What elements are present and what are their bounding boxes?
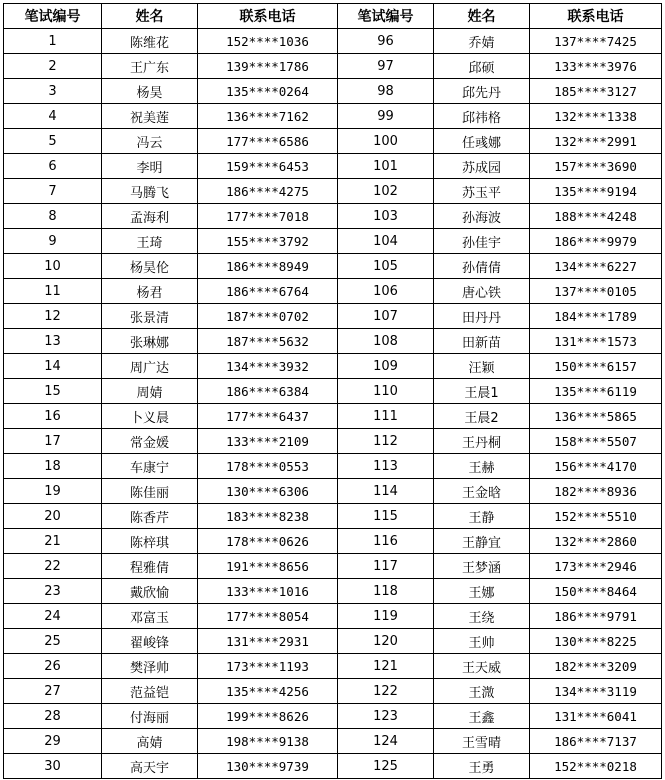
name-cell: 王帅 [434, 629, 530, 654]
name-cell: 汪颖 [434, 354, 530, 379]
phone-cell: 137****0105 [530, 279, 662, 304]
name-cell: 任彧娜 [434, 129, 530, 154]
exam-number-cell: 9 [4, 229, 102, 254]
name-cell: 王娜 [434, 579, 530, 604]
phone-cell: 152****0218 [530, 754, 662, 779]
phone-cell: 198****9138 [198, 729, 338, 754]
name-cell: 周广达 [102, 354, 198, 379]
name-cell: 杨君 [102, 279, 198, 304]
exam-number-cell: 99 [338, 104, 434, 129]
exam-number-cell: 117 [338, 554, 434, 579]
header-phone: 联系电话 [198, 4, 338, 29]
phone-cell: 178****0553 [198, 454, 338, 479]
table-body [4, 29, 662, 779]
phone-cell: 158****5507 [530, 429, 662, 454]
exam-number-cell: 114 [338, 479, 434, 504]
exam-number-cell: 115 [338, 504, 434, 529]
table-row [4, 279, 662, 304]
exam-number-cell: 113 [338, 454, 434, 479]
phone-cell: 137****7425 [530, 29, 662, 54]
exam-number-cell: 108 [338, 329, 434, 354]
phone-cell: 136****7162 [198, 104, 338, 129]
exam-number-cell: 96 [338, 29, 434, 54]
phone-cell: 177****6437 [198, 404, 338, 429]
phone-cell: 152****5510 [530, 504, 662, 529]
table-row [4, 304, 662, 329]
exam-number-cell: 122 [338, 679, 434, 704]
table-row [4, 729, 662, 754]
phone-cell: 187****5632 [198, 329, 338, 354]
exam-number-cell: 16 [4, 404, 102, 429]
exam-number-cell: 7 [4, 179, 102, 204]
table-row [4, 129, 662, 154]
phone-cell: 177****8054 [198, 604, 338, 629]
phone-cell: 133****1016 [198, 579, 338, 604]
exam-number-cell: 103 [338, 204, 434, 229]
phone-cell: 152****1036 [198, 29, 338, 54]
table-row [4, 604, 662, 629]
name-cell: 陈维花 [102, 29, 198, 54]
header-row [4, 4, 662, 29]
phone-cell: 191****8656 [198, 554, 338, 579]
table-row [4, 404, 662, 429]
phone-cell: 150****8464 [530, 579, 662, 604]
name-cell: 祝美莲 [102, 104, 198, 129]
name-cell: 王丹桐 [434, 429, 530, 454]
phone-cell: 134****3119 [530, 679, 662, 704]
exam-number-cell: 6 [4, 154, 102, 179]
phone-cell: 177****7018 [198, 204, 338, 229]
exam-number-cell: 1 [4, 29, 102, 54]
exam-number-cell: 13 [4, 329, 102, 354]
name-cell: 孟海利 [102, 204, 198, 229]
phone-cell: 131****2931 [198, 629, 338, 654]
exam-number-cell: 107 [338, 304, 434, 329]
name-cell: 王鑫 [434, 704, 530, 729]
phone-cell: 187****0702 [198, 304, 338, 329]
exam-number-cell: 20 [4, 504, 102, 529]
exam-number-cell: 19 [4, 479, 102, 504]
exam-number-cell: 100 [338, 129, 434, 154]
phone-cell: 132****1338 [530, 104, 662, 129]
exam-number-cell: 121 [338, 654, 434, 679]
name-cell: 王晨1 [434, 379, 530, 404]
name-cell: 戴欣愉 [102, 579, 198, 604]
name-cell: 孙佳宇 [434, 229, 530, 254]
name-cell: 王琦 [102, 229, 198, 254]
exam-number-cell: 2 [4, 54, 102, 79]
name-cell: 樊泽帅 [102, 654, 198, 679]
exam-number-cell: 21 [4, 529, 102, 554]
phone-cell: 132****2991 [530, 129, 662, 154]
exam-number-cell: 119 [338, 604, 434, 629]
phone-cell: 183****8238 [198, 504, 338, 529]
exam-number-cell: 18 [4, 454, 102, 479]
exam-number-cell: 97 [338, 54, 434, 79]
phone-cell: 130****8225 [530, 629, 662, 654]
name-cell: 田新苗 [434, 329, 530, 354]
exam-number-cell: 10 [4, 254, 102, 279]
exam-number-cell: 4 [4, 104, 102, 129]
exam-number-cell: 106 [338, 279, 434, 304]
name-cell: 唐心铁 [434, 279, 530, 304]
table-row [4, 104, 662, 129]
table-row [4, 229, 662, 254]
phone-cell: 135****6119 [530, 379, 662, 404]
exam-number-cell: 28 [4, 704, 102, 729]
phone-cell: 186****4275 [198, 179, 338, 204]
table-row [4, 454, 662, 479]
phone-cell: 156****4170 [530, 454, 662, 479]
name-cell: 杨昊 [102, 79, 198, 104]
name-cell: 田丹丹 [434, 304, 530, 329]
exam-number-cell: 23 [4, 579, 102, 604]
exam-number-cell: 116 [338, 529, 434, 554]
name-cell: 李明 [102, 154, 198, 179]
table-row [4, 254, 662, 279]
phone-cell: 186****6764 [198, 279, 338, 304]
name-cell: 周婧 [102, 379, 198, 404]
phone-cell: 182****3209 [530, 654, 662, 679]
exam-number-cell: 110 [338, 379, 434, 404]
table-row [4, 379, 662, 404]
exam-number-cell: 104 [338, 229, 434, 254]
name-cell: 程雅倩 [102, 554, 198, 579]
table-row [4, 354, 662, 379]
name-cell: 王金晗 [434, 479, 530, 504]
phone-cell: 178****0626 [198, 529, 338, 554]
name-cell: 王晨2 [434, 404, 530, 429]
phone-cell: 150****6157 [530, 354, 662, 379]
exam-number-cell: 109 [338, 354, 434, 379]
name-cell: 王勇 [434, 754, 530, 779]
phone-cell: 157****3690 [530, 154, 662, 179]
phone-cell: 184****1789 [530, 304, 662, 329]
name-cell: 付海丽 [102, 704, 198, 729]
table-row [4, 329, 662, 354]
exam-number-cell: 118 [338, 579, 434, 604]
phone-cell: 186****6384 [198, 379, 338, 404]
phone-cell: 186****8949 [198, 254, 338, 279]
table-row [4, 429, 662, 454]
name-cell: 王静 [434, 504, 530, 529]
name-cell: 冯云 [102, 129, 198, 154]
phone-cell: 139****1786 [198, 54, 338, 79]
phone-cell: 130****6306 [198, 479, 338, 504]
name-cell: 王梦涵 [434, 554, 530, 579]
name-cell: 苏成园 [434, 154, 530, 179]
phone-cell: 159****6453 [198, 154, 338, 179]
phone-cell: 130****9739 [198, 754, 338, 779]
table-row [4, 629, 662, 654]
table-row [4, 504, 662, 529]
phone-cell: 131****6041 [530, 704, 662, 729]
phone-cell: 135****4256 [198, 679, 338, 704]
name-cell: 卜义晨 [102, 404, 198, 429]
header-exam-number: 笔试编号 [338, 4, 434, 29]
phone-cell: 188****4248 [530, 204, 662, 229]
exam-number-cell: 8 [4, 204, 102, 229]
name-cell: 苏玉平 [434, 179, 530, 204]
exam-number-cell: 30 [4, 754, 102, 779]
table-row [4, 179, 662, 204]
name-cell: 高天宇 [102, 754, 198, 779]
table-row [4, 479, 662, 504]
exam-number-cell: 22 [4, 554, 102, 579]
table-row [4, 654, 662, 679]
phone-cell: 185****3127 [530, 79, 662, 104]
name-cell: 张景清 [102, 304, 198, 329]
phone-cell: 136****5865 [530, 404, 662, 429]
name-cell: 邱先丹 [434, 79, 530, 104]
phone-cell: 134****6227 [530, 254, 662, 279]
table-row [4, 54, 662, 79]
roster-table [3, 3, 662, 779]
exam-number-cell: 26 [4, 654, 102, 679]
phone-cell: 135****9194 [530, 179, 662, 204]
header-phone: 联系电话 [530, 4, 662, 29]
phone-cell: 173****2946 [530, 554, 662, 579]
table-row [4, 154, 662, 179]
table-row [4, 29, 662, 54]
exam-number-cell: 24 [4, 604, 102, 629]
name-cell: 常金媛 [102, 429, 198, 454]
table-row [4, 704, 662, 729]
name-cell: 王广东 [102, 54, 198, 79]
name-cell: 陈梓琪 [102, 529, 198, 554]
phone-cell: 133****2109 [198, 429, 338, 454]
exam-number-cell: 112 [338, 429, 434, 454]
name-cell: 孙海波 [434, 204, 530, 229]
name-cell: 邱祎格 [434, 104, 530, 129]
header-name: 姓名 [102, 4, 198, 29]
table-row [4, 579, 662, 604]
name-cell: 杨昊伦 [102, 254, 198, 279]
phone-cell: 134****3932 [198, 354, 338, 379]
exam-number-cell: 125 [338, 754, 434, 779]
name-cell: 陈香芹 [102, 504, 198, 529]
name-cell: 陈佳丽 [102, 479, 198, 504]
exam-number-cell: 5 [4, 129, 102, 154]
phone-cell: 182****8936 [530, 479, 662, 504]
phone-cell: 173****1193 [198, 654, 338, 679]
name-cell: 高婧 [102, 729, 198, 754]
name-cell: 王静宜 [434, 529, 530, 554]
exam-number-cell: 25 [4, 629, 102, 654]
name-cell: 翟峻锋 [102, 629, 198, 654]
name-cell: 张琳娜 [102, 329, 198, 354]
exam-number-cell: 101 [338, 154, 434, 179]
exam-number-cell: 120 [338, 629, 434, 654]
table-row [4, 529, 662, 554]
name-cell: 车康宁 [102, 454, 198, 479]
exam-number-cell: 29 [4, 729, 102, 754]
name-cell: 王溦 [434, 679, 530, 704]
name-cell: 马腾飞 [102, 179, 198, 204]
exam-number-cell: 15 [4, 379, 102, 404]
exam-number-cell: 123 [338, 704, 434, 729]
name-cell: 王天威 [434, 654, 530, 679]
phone-cell: 131****1573 [530, 329, 662, 354]
table-row [4, 554, 662, 579]
name-cell: 王赫 [434, 454, 530, 479]
phone-cell: 133****3976 [530, 54, 662, 79]
exam-number-cell: 111 [338, 404, 434, 429]
phone-cell: 155****3792 [198, 229, 338, 254]
phone-cell: 199****8626 [198, 704, 338, 729]
exam-number-cell: 11 [4, 279, 102, 304]
phone-cell: 177****6586 [198, 129, 338, 154]
name-cell: 乔婧 [434, 29, 530, 54]
exam-number-cell: 27 [4, 679, 102, 704]
table-row [4, 679, 662, 704]
table-row [4, 204, 662, 229]
name-cell: 邓富玉 [102, 604, 198, 629]
phone-cell: 132****2860 [530, 529, 662, 554]
exam-number-cell: 17 [4, 429, 102, 454]
name-cell: 王绕 [434, 604, 530, 629]
exam-number-cell: 3 [4, 79, 102, 104]
phone-cell: 186****9979 [530, 229, 662, 254]
exam-number-cell: 98 [338, 79, 434, 104]
exam-number-cell: 124 [338, 729, 434, 754]
table-row [4, 79, 662, 104]
exam-number-cell: 12 [4, 304, 102, 329]
header-name: 姓名 [434, 4, 530, 29]
name-cell: 王雪晴 [434, 729, 530, 754]
phone-cell: 135****0264 [198, 79, 338, 104]
phone-cell: 186****7137 [530, 729, 662, 754]
name-cell: 邱硕 [434, 54, 530, 79]
table-row [4, 754, 662, 779]
exam-number-cell: 102 [338, 179, 434, 204]
exam-number-cell: 14 [4, 354, 102, 379]
header-exam-number: 笔试编号 [4, 4, 102, 29]
phone-cell: 186****9791 [530, 604, 662, 629]
name-cell: 孙倩倩 [434, 254, 530, 279]
name-cell: 范益铠 [102, 679, 198, 704]
exam-number-cell: 105 [338, 254, 434, 279]
